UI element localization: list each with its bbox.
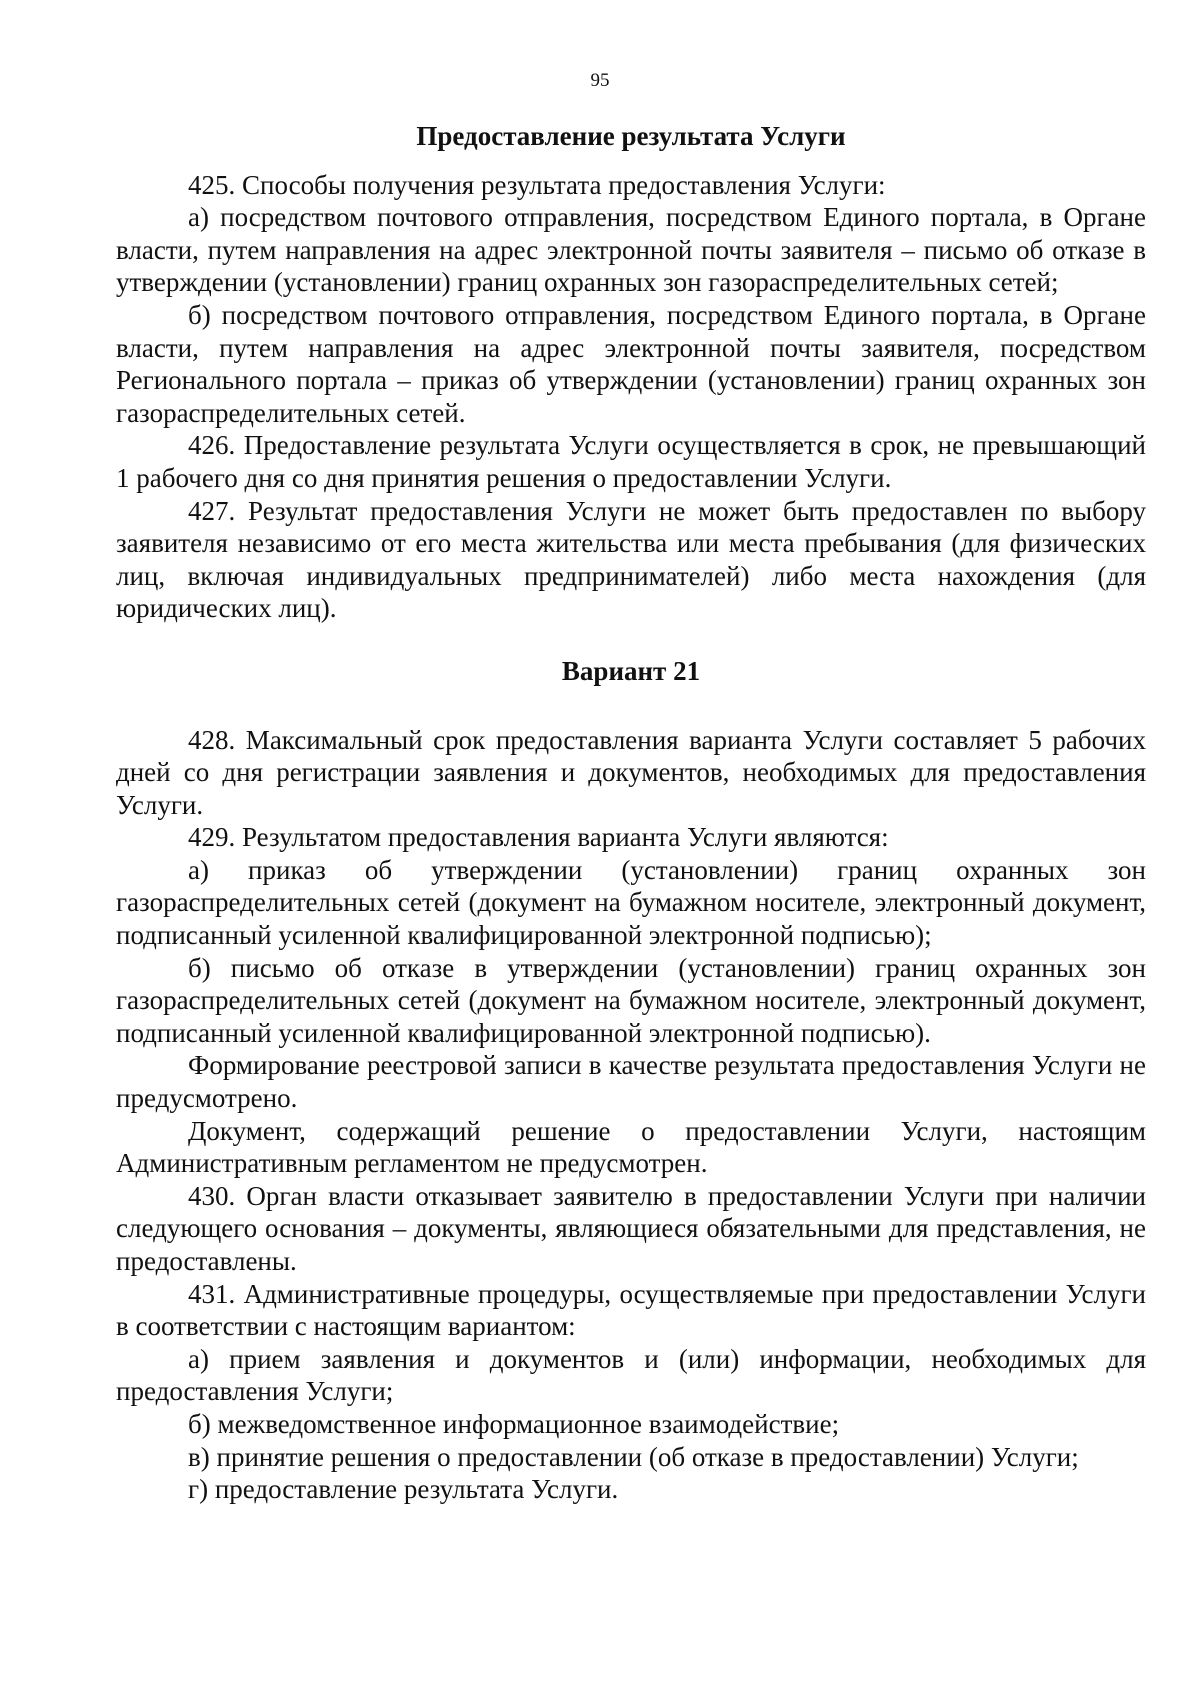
paragraph-decision-document: Документ, содержащий решение о предоставлении Услуги, настоящим Административным регламентом не предусмотрен. [116,1115,1146,1179]
paragraph-registry-record: Формирование реестровой записи в качестве результата предоставления Услуги не предусмотрено. [116,1050,1146,1114]
paragraph-429-b: б) письмо об отказе в утверждении (установлении) границ охранных зон газораспределительных сетей (документ на бумажном носителе, электронный документ, подписанный усиленной квалифицированной электронной подписью). [116,952,1146,1048]
paragraph-425: 425. Способы получения результата предоставления Услуги: [188,169,886,200]
page-number: 95 [590,70,610,91]
paragraph-431-v: в) принятие решения о предоставлении (об отказе в предоставлении) Услуги; [188,1441,1079,1472]
section-heading-variant-21: Вариант 21 [561,655,701,686]
paragraph-427: 427. Результат предоставления Услуги не может быть предоставлен по выбору заявителя независимо от его места жительства или места пребывания (для физических лиц, включая индивидуальных предпринимателей) либо места нахождения (для юридических лиц). [116,495,1146,624]
paragraph-425-a: а) посредством почтового отправления, посредством Единого портала, в Органе власти, путем направления на адрес электронной почты заявителя – письмо об отказе в утверждении (установлении) границ охранных зон газораспределительных сетей; [116,202,1146,298]
paragraph-425-b: б) посредством почтового отправления, посредством Единого портала, в Органе власти, путем направления на адрес электронной почты заявителя, посредством Регионального портала – приказ об утверждении (установлении) границ охранных зон газораспределительных сетей. [116,299,1146,428]
paragraph-429: 429. Результатом предоставления варианта Услуги являются: [188,822,889,853]
paragraph-431-a: а) прием заявления и документов и (или) информации, необходимых для предоставления Услуги; [116,1343,1146,1407]
document-body [116,120,1146,1506]
paragraph-428: 428. Максимальный срок предоставления варианта Услуги составляет 5 рабочих дней со дня регистрации заявления и документов, необходимых для предоставления Услуги. [116,724,1146,820]
paragraph-431: 431. Административные процедуры, осуществляемые при предоставлении Услуги в соответствии с настоящим вариантом: [116,1278,1146,1342]
paragraph-431-b: б) межведомственное информационное взаимодействие; [188,1408,840,1439]
paragraph-426: 426. Предоставление результата Услуги осуществляется в срок, не превышающий 1 рабочего дня со дня принятия решения о предоставлении Услуги. [116,430,1146,493]
paragraph-430: 430. Орган власти отказывает заявителю в предоставлении Услуги при наличии следующего основания – документы, являющиеся обязательными для представления, не предоставлены. [116,1180,1146,1276]
section-heading-result: Предоставление результата Услуги [416,121,846,151]
paragraph-431-g: г) предоставление результата Услуги. [188,1474,619,1505]
paragraph-429-a: а) приказ об утверждении (установлении) границ охранных зон газораспределительных сетей (документ на бумажном носителе, электронный документ, подписанный усиленной квалифицированной электронной подписью); [116,854,1146,951]
